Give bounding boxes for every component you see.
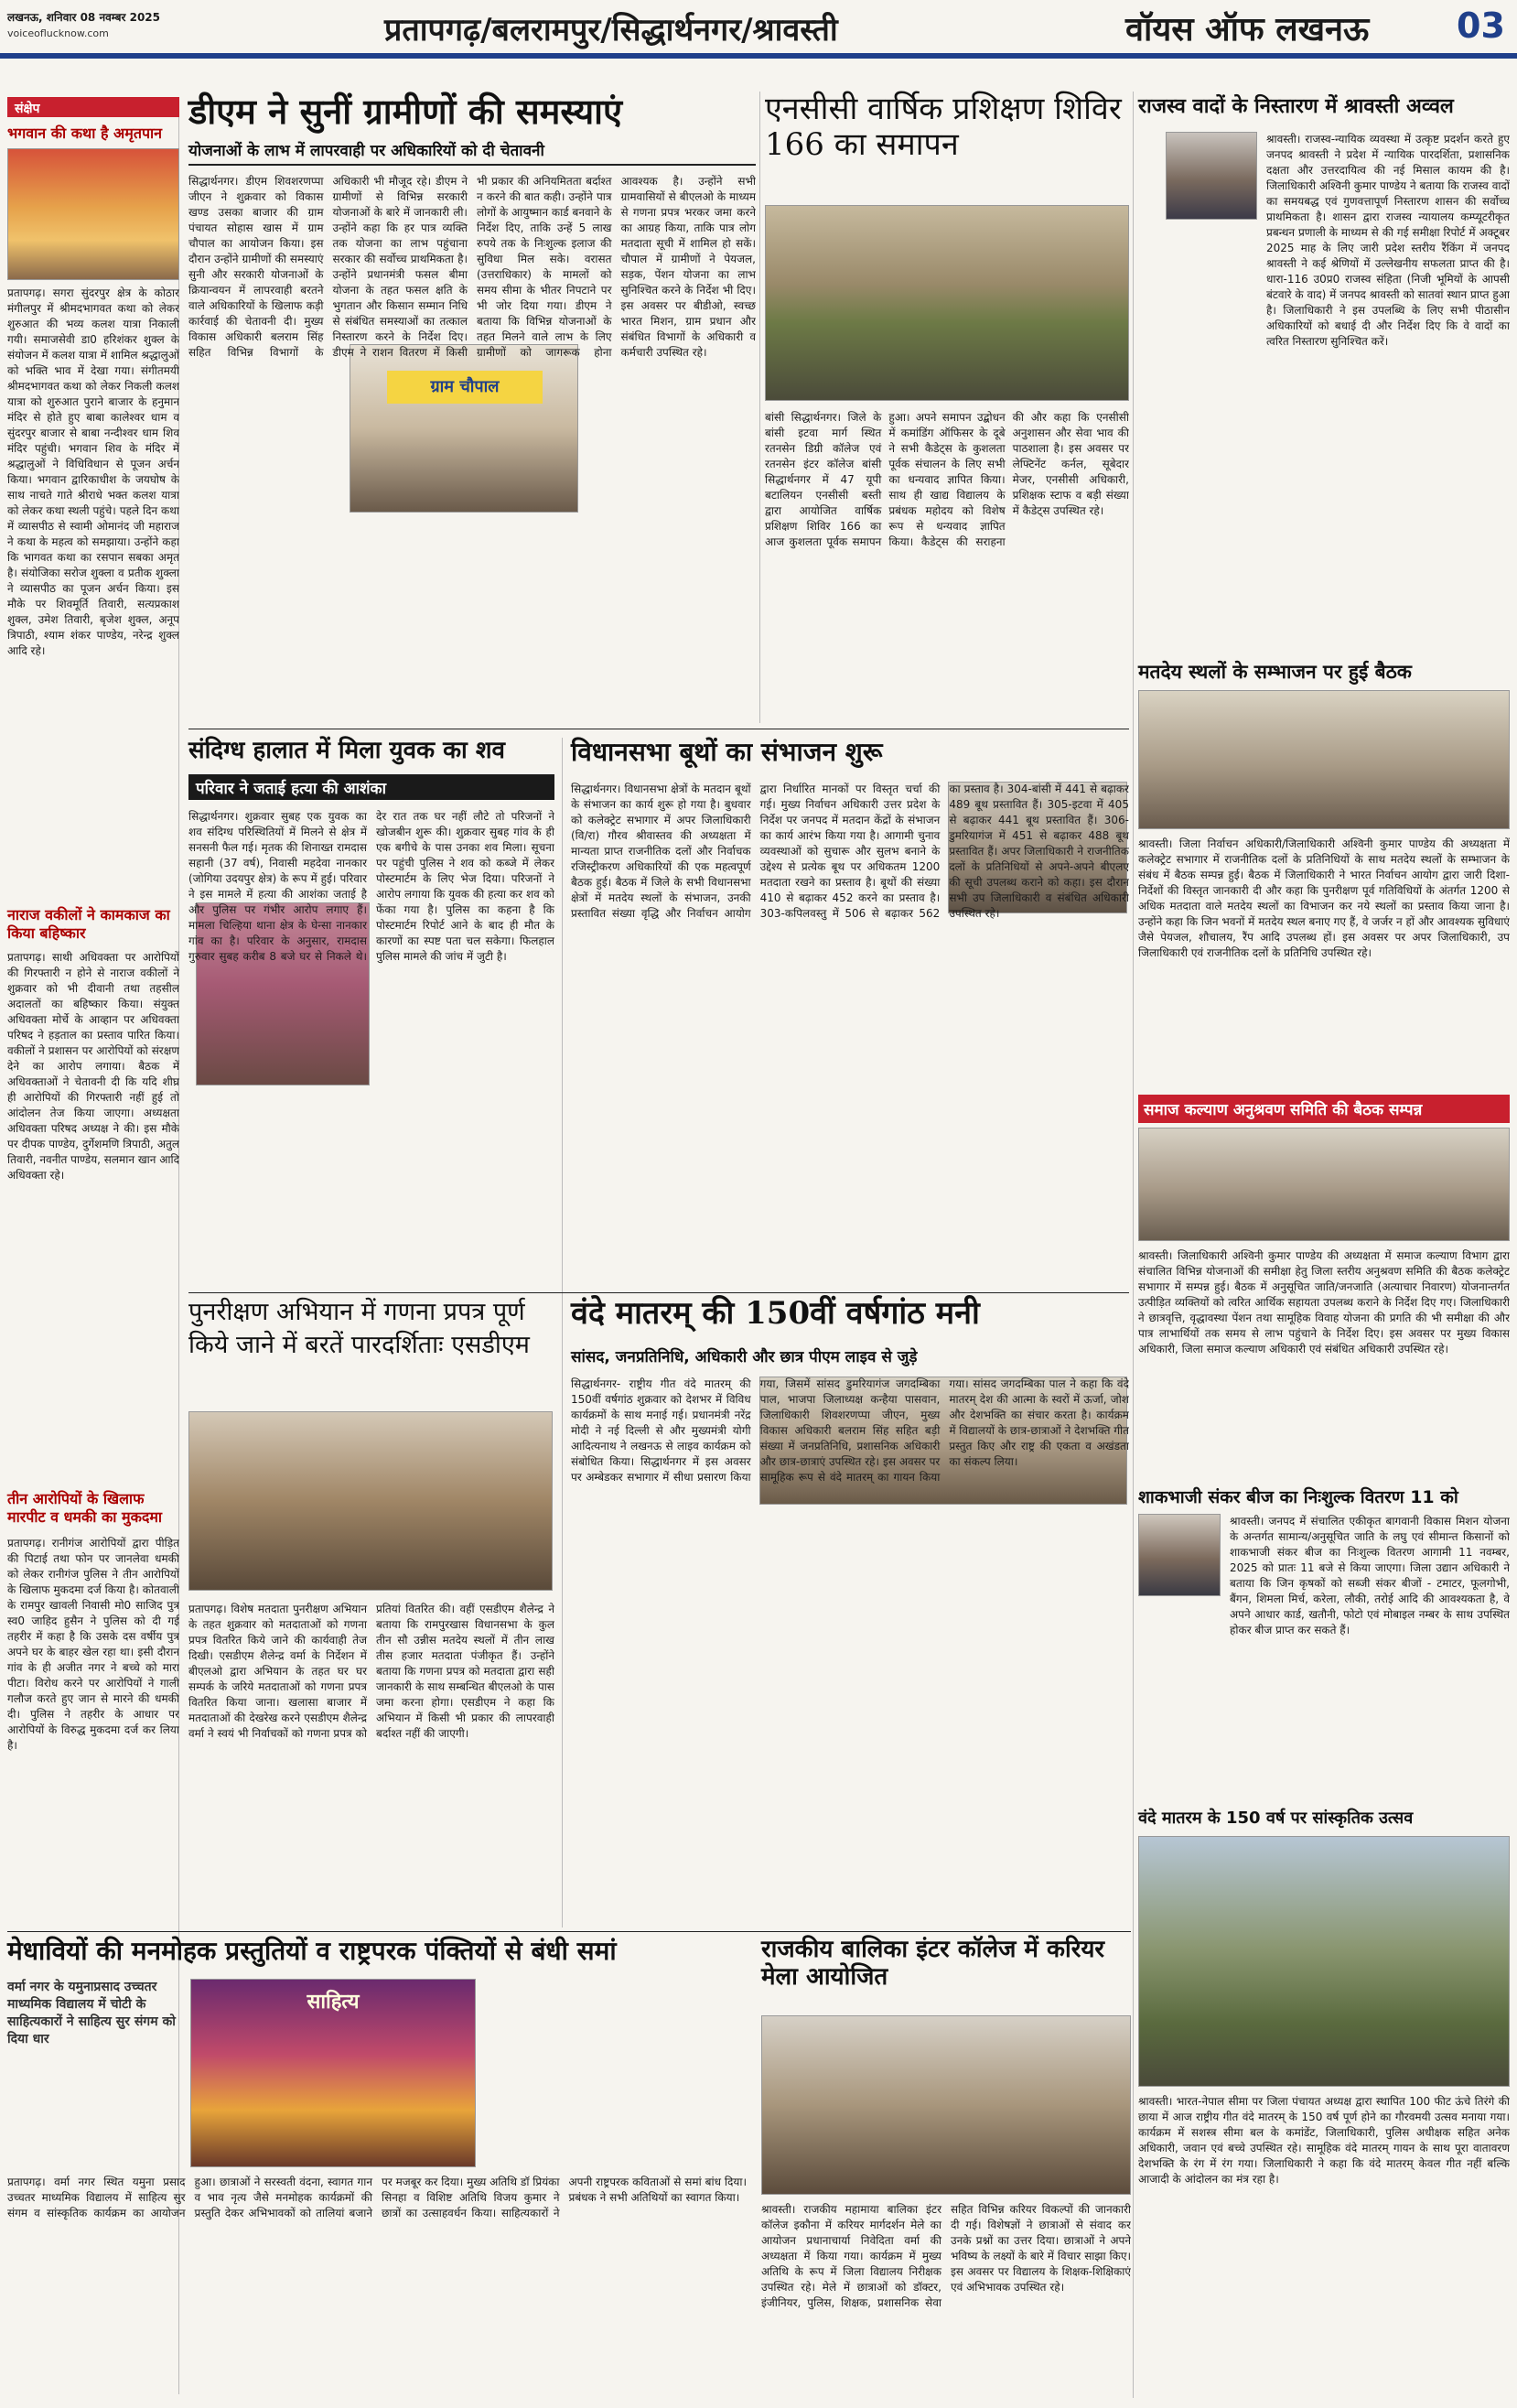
story-title: तीन आरोपियों के खिलाफ मारपीट व धमकी का मुकदमा <box>7 1490 163 1526</box>
photo-banner: ग्राम चौपाल <box>387 371 543 404</box>
paper-name: वॉयस ऑफ लखनऊ <box>1125 10 1370 49</box>
headline: राजस्व वादों के निस्तारण में श्रावस्ती अव्वल <box>1138 95 1454 118</box>
page-number: 03 <box>1457 5 1505 46</box>
headline: संदिग्ध हालात में मिला युवक का शव <box>188 737 505 764</box>
headline: एनसीसी वार्षिक प्रशिक्षण शिविर 166 का समापन <box>765 91 1122 164</box>
story-booth <box>571 738 1129 1292</box>
website: voiceoflucknow.com <box>7 27 109 39</box>
kalash-yatra-photo <box>7 148 179 280</box>
ncc-photo <box>765 205 1129 401</box>
story-gana <box>188 1296 554 1929</box>
story-text: श्रावस्ती। जिला निर्वाचन अधिकारी/जिलाधिकारी अश्विनी कुमार पाण्डेय की अध्यक्षता में कलेक्ट्रेट सभागार में राजनीतिक दलों के प्रतिनिधियों के साथ मतदेय स्थलों के सम्भाजन के संबंध में बैठक सम्पन्न हुई। बैठक में जिलाधिकारी ने भारत निर्वाचन आयोग द्वारा जारी दिशा-निर्देशों की विस्तृत जानकारी दी और कहा कि पुनरीक्षण पूर्व गतिविधियों के अंतर्गत 1200 से अधिक मतदाता वाले मतदेय स्थलों का विभाजन कर नये स्थलों का प्रस्ताव किया जाना है। उन्होंने कहा कि जिन भवनों में मतदेय स्थल बनाए गए हैं, वे जर्जर न हों और आवश्यक सुविधाएं जैसे पेयजल, शौचालय, रैंप आदि उपलब्ध हों। इस अवसर पर अपर जिलाधिकारी, उप जिलाधिकारी एवं राजनीतिक दलों के प्रतिनिधि उपस्थित रहे। <box>1138 837 1510 959</box>
headline: मेधावियों की मनमोहक प्रस्तुतियों व राष्ट्रपरक पंक्तियों से बंधी समां <box>7 1936 617 1966</box>
story-text: सिद्धार्थनगर। विधानसभा क्षेत्रों के मतदान बूथों के संभाजन का कार्य शुरू हो गया है। बुधवार को कलेक्ट्रेट सभागार में अपर जिलाधिकारी (वि/रा) गौरव श्रीवास्तव की अध्यक्षता में मान्यता प्राप्त राजनीतिक दलों और निर्वाचक रजिस्ट्रीकरण अधिकारियों की एक महत्वपूर्ण बैठक हुई। बैठक में जिले के सभी विधानसभा क्षेत्रों में मतदेय स्थलों के संभाजन, उनकी प्रस्तावित संख्या वृद्धि और निर्वाचन आयोग द्वारा निर्धारित मानकों पर विस्तृत चर्चा की गई। मुख्य निर्वाचन अधिकारी उत्तर प्रदेश के निर्देश पर जनपद में मतदान केंद्रों के संभाजन का कार्य आरंभ किया गया है। आगामी चुनाव व्यवस्थाओं को सुचारू और सुलभ बनाने के उद्देश्य से प्रत्येक बूथ पर अधिकतम 1200 मतदाता रखने का प्रस्ताव है। बूथों की संख्या 410 से बढ़ाकर 452 करने का प्रस्ताव है। 303-कपिलवस्तु में 506 से बढ़ाकर 562 का प्रस्ताव है। 304-बांसी में 441 से बढ़ाकर 489 बूथ प्रस्तावित हैं। 305-इटवा में 405 से बढ़ाकर 441 बूथ प्रस्तावित हैं। 306-डुमरियागंज में 451 से बढ़ाकर 488 बूथ प्रस्तावित हैं। अपर जिलाधिकारी ने राजनीतिक दलों के प्रतिनिधियों से अपने-अपने बीएलए की सूची उपलब्ध कराने को कहा। इस दौरान सभी उप जिलाधिकारी व संबंधित अधिकारी उपस्थित रहे। <box>571 783 1129 920</box>
story-text: प्रतापगढ़। सगरा सुंदरपुर क्षेत्र के कोठार मंगीलपुर में श्रीमदभागवत कथा को लेकर शुरुआत की भव्य कलश यात्रा निकाली गयी। समाजसेवी डा0 हरिशंकर शुक्ल के संयोजन में कलश यात्रा में शामिल श्रद्धालुओं को भक्ति भाव में देखा गया। संगीतमयी श्रीमदभागवत कथा को लेकर निकली कलश यात्रा को शुरुआत पुराने बाजार के हनुमान मंदिर से होते हुए बाबा कालेश्वर धाम व सुंदरपुर बाजार से बाबा नन्दीश्वर धाम शिव मंदिर पहुंची। भगवान शिव के मंदिर में श्रद्धालुओं ने विधिविधान से पूजन अर्चन किया। भगवान द्वारिकाधीश के जयघोष के साथ नाचते गाते श्रीराधे भक्त कलश यात्रा को लेकर कथा स्थली पहुंचे। पहले दिन कथा में व्यासपीठ से स्वामी ओमानंद जी महाराज ने कथा के महत्व को समझाया। उन्होंने कहा कि भागवत कथा का रसपान सबका अमृत है। संयोजिका सरोज शुक्ला व प्रतीक शुक्ला ने व्यासपीठ का पूजन अर्चन किया। इस मौके पर शिवमूर्ति तिवारी, सत्यप्रकाश शुक्ल, उमेश तिवारी, बृजेश शुक्ल, अनूप त्रिपाठी, श्याम शंकर पाण्डेय, नरेन्द्र शुक्ल आदि रहे। <box>7 286 179 657</box>
story-text: प्रतापगढ़। वर्मा नगर स्थित यमुना प्रसाद उच्चतर माध्यमिक विद्यालय में साहित्य सुर संगम व सांस्कृतिक कार्यक्रम का आयोजन हुआ। छात्राओं ने सरस्वती वंदना, स्वागत गान व भाव नृत्य जैसे मनमोहक कार्यक्रमों की प्रस्तुति देकर अभिभावकों को तालियां बजाने पर मजबूर कर दिया। मुख्य अतिथि डॉ प्रियंका सिनहा व विशिष्ट अतिथि विजय कुमार ने छात्रों का उत्साहवर्धन किया। साहित्यकारों ने अपनी राष्ट्रपरक कविताओं से समां बांध दिया। प्रबंधक ने सभी अतिथियों का स्वागत किया। <box>7 2176 747 2219</box>
headline: शाकभाजी संकर बीज का निःशुल्क वितरण 11 को <box>1138 1487 1458 1507</box>
story-text: श्रावस्ती। जनपद में संचालित एकीकृत बागवानी विकास मिशन योजना के अन्तर्गत सामान्य/अनुसूचित जाति के लघु एवं सीमान्त किसानों को शाकभाजी संकर बीज का निःशुल्क वितरण आगामी 11 नवम्बर, 2025 को प्रातः 11 बजे से किया जाएगा। जिला उद्यान अधिकारी ने बताया कि जिन कृषकों को सब्जी संकर बीजों - टमाटर, फूलगोभी, बैंगन, शिमला मिर्च, करेला, लौकी, तरोई आदि की आवश्यकता है, वे अपने आधार कार्ड, खतौनी, फोटो एवं मोबाइल नम्बर के साथ उपस्थित होकर बीज प्राप्त कर सकते हैं। <box>1230 1515 1510 1636</box>
story-shravasti-revenue <box>1138 92 1510 650</box>
story-samaj-kalyan <box>1138 1095 1510 1479</box>
story-youth <box>188 738 554 1292</box>
meeting-photo <box>1138 690 1510 829</box>
section-divider <box>7 1931 1131 1932</box>
story-medhavi <box>7 1937 747 2400</box>
story-text: प्रतापगढ़। विशेष मतदाता पुनरीक्षण अभियान के तहत शुक्रवार को मतदाताओं को गणना प्रपत्र वितरित किये जाने की कार्यवाही तेज दिखी। एसडीएम शैलेन्द्र वर्मा के निर्देशन में बीएलओ द्वारा अभियान के तहत घर घर सम्पर्क के जरिये मतदाताओं को गणना प्रपत्र वितरित किया जाना। खलासा बाजार में मतदाताओं की देखरेख करने एसडीएम शैलेन्द्र वर्मा ने स्वयं भी निर्वाचकों को गणना प्रपत्र को प्रतियां वितरित की। वहीं एसडीएम शैलेन्द्र ने बताया कि रामपुरखास विधानसभा के कुल तीन सौ उन्नीस मतदेय स्थलों में तीन लाख तीस हजार मतदाता पंजीकृत हैं। उन्होंने बताया कि गणना प्रपत्र को मतदाता द्वारा सही जानकारी के साथ सम्बन्धित बीएलओ के पास जमा करना होगा। एसडीएम ने कहा कि अभियान में किसी भी प्रकार की लापरवाही बर्दाश्त नहीं की जाएगी। <box>188 1603 554 1740</box>
story-text: बांसी सिद्धार्थनगर। जिले के बांसी इटवा मार्ग स्थित रतनसेन डिग्री कॉलेज एवं रतनसेन इंटर कॉलेज बांसी सिद्धार्थनगर में 47 यूपी बटालियन एनसीसी बस्ती द्वारा आयोजित वार्षिक प्रशिक्षण शिविर 166 का आज कुशलता पूर्वक समापन हुआ। अपने समापन उद्बोधन में कमांडिंग ऑफिसर के दूबे ने सभी कैडेट्स के कुशलता पूर्वक संचालन के लिए सभी का धन्यवाद ज्ञापित किया। साथ ही खाद्य विद्यालय के प्रबंधक महोदय को विशेष रूप से धन्यवाद ज्ञापित किया। कैडेट्स की सराहना की और कहा कि एनसीसी अनुशासन और सेवा भाव की पाठशाला है। इस अवसर पर लेफ्टिनेंट कर्नल, सूबेदार मेजर, एनसीसी अधिकारी, प्रशिक्षक स्टाफ व बड़ी संख्या में कैडेट्स उपस्थित रहे। <box>765 411 1129 548</box>
date-line: लखनऊ, शनिवार 08 नवम्बर 2025 <box>7 11 161 24</box>
sdm-photo <box>188 1411 553 1591</box>
section-divider <box>188 1292 1129 1293</box>
header-rule <box>0 53 1517 59</box>
headline: विधानसभा बूथों का संभाजन शुरू <box>571 737 883 767</box>
story-dm <box>188 92 756 723</box>
subheadline: परिवार ने जताई हत्या की आशंका <box>188 774 554 800</box>
headline: डीएम ने सुनीं ग्रामीणों की समस्याएं <box>188 91 623 132</box>
headline: पुनरीक्षण अभियान में गणना प्रपत्र पूर्ण किये जाने में बरतें पारदर्शिताः एसडीएम <box>188 1298 530 1360</box>
story-title: भगवान की कथा है अमृतपान <box>7 124 163 142</box>
headline: मतदेय स्थलों के सम्भाजन पर हुई बैठक <box>1138 661 1412 683</box>
story-title: नाराज वकीलों ने कामकाज का किया बहिष्कार <box>7 906 170 942</box>
story-text: सिद्धार्थनगर- राष्ट्रीय गीत वंदे मातरम् की 150वीं वर्षगांठ शुक्रवार को देशभर में विविध कार्यक्रमों के साथ मनाई गई। प्रधानमंत्री नरेंद्र मोदी ने नई दिल्ली से और मुख्यमंत्री योगी आदित्यनाथ ने लखनऊ से लाइव कार्यक्रम को संबोधित किया। सिद्धार्थनगर में इस अवसर पर अम्बेडकर सभागार में सीधा प्रसारण किया गया, जिसमें सांसद डुमरियागंज जगदम्बिका पाल, भाजपा जिलाध्यक्ष कन्हैया पासवान, जिलाधिकारी शिवशरणप्पा जीएन, मुख्य विकास अधिकारी बलराम सिंह सहित बड़ी संख्या में जनप्रतिनिधि, प्रशासनिक अधिकारी और छात्र-छात्राएं उपस्थित रहे। इस अवसर पर सामूहिक रूप से वंदे मातरम् का गायन किया गया। सांसद जगदम्बिका पाल ने कहा कि वंदे मातरम् देश की आत्मा के स्वरों में ऊर्जा, जोश और देशभक्ति का संचार करता है। कार्यक्रम में विद्यालयों के छात्र-छात्राओं ने देशभक्ति गीत प्रस्तुत किए और राष्ट्र की एकता व अखंडता का संकल्प लिया। <box>571 1377 1129 1484</box>
subheadline: योजनाओं के लाभ में लापरवाही पर अधिकारियों को दी चेतावनी <box>188 139 756 166</box>
section-title: प्रतापगढ़/बलरामपुर/सिद्धार्थनगर/श्रावस्ती <box>384 12 838 49</box>
sankshep-label: संक्षेप <box>7 97 179 117</box>
story-text: प्रतापगढ़। साथी अधिवक्ता पर आरोपियों की गिरफ्तारी न होने से नाराज वकीलों ने शुक्रवार को भी दीवानी तथा तहसील अदालतों का बहिष्कार किया। संयुक्त अधिवक्ता मोर्चे के आव्हान पर अधिवक्ता परिषद ने हड़ताल का प्रस्ताव पारित किया। वकीलों ने प्रशासन पर आरोपियों को संरक्षण देने का आरोप लगाया। बैठक में अधिवक्ताओं ने चेतावनी दी कि यदि शीघ्र ही आरोपियों की गिरफ्तारी नहीं हुई तो आंदोलन तेज किया जाएगा। अध्यक्षता अधिवक्ता परिषद अध्यक्ष ने की। इस मौके पर दीपक पाण्डेय, दुर्गेशमणि त्रिपाठी, अतुल तिवारी, नवनीत पाण्डेय, सलमान खान आदि अधिवक्ता रहे। <box>7 951 179 1182</box>
header <box>0 0 1517 53</box>
story-shravasti-vande <box>1138 1807 1510 2400</box>
column-divider <box>759 92 760 723</box>
story-text: श्रावस्ती। भारत-नेपाल सीमा पर जिला पंचायत अध्यक्ष द्वारा स्थापित 100 फीट ऊंचे तिरंगे की छाया में आज राष्ट्रीय गीत वंदे मातरम् के 150 वर्ष पूर्ण होने का गौरवमयी उत्सव मनाया गया। कार्यक्रम में सशस्त्र सीमा बल के कमांडेंट, जिलाधिकारी, पुलिस अधीक्षक सहित अनेक अधिकारी, जवान एवं बच्चे उपस्थित रहे। सामूहिक वंदे मातरम् गायन के साथ पूरा वातावरण देशभक्ति के रंग में रंग गया। जिलाधिकारी ने कहा कि वंदे मातरम् केवल गीत नहीं बल्कि आजादी के आंदोलन का मंत्र रहा है। <box>1138 2095 1510 2186</box>
story-text: श्रावस्ती। राजकीय महामाया बालिका इंटर कॉलेज इकौना में करियर मार्गदर्शन मेले का आयोजन प्रधानाचार्या निवेदिता वर्मा की अध्यक्षता में किया गया। कार्यक्रम में मुख्य अतिथि के रूप में जिला विद्यालय निरीक्षक उपस्थित रहे। मेले में छात्राओं को डॉक्टर, इंजीनियर, पुलिस, शिक्षक, प्रशासनिक सेवा सहित विभिन्न करियर विकल्पों की जानकारी दी गई। विशेषज्ञों ने छात्राओं से संवाद कर उनके प्रश्नों का उत्तर दिया। छात्राओं ने अपने भविष्य के लक्ष्यों के बारे में विचार साझा किए। इस अवसर पर विद्यालय के शिक्षक-शिक्षिकाएं एवं अभिभावक उपस्थित रहे। <box>761 2203 1131 2309</box>
border-photo <box>1138 1836 1510 2087</box>
story-text: सिद्धार्थनगर। शुक्रवार सुबह एक युवक का शव संदिग्ध परिस्थितियों में मिलने से क्षेत्र में सनसनी फैल गई। मृतक की शिनाख्त रामदास सहानी (37 वर्ष), निवासी महदेवा नानकार (जोगिया उदयपुर क्षेत्र) के रूप में हुई। परिवार ने इस मामले में हत्या की आशंका जताई है और पुलिस पर गंभीर आरोप लगाए हैं। मामला चिल्हिया थाना क्षेत्र के घेन्सा नानकार गांव का है। परिवार के अनुसार, रामदास गुरुवार सुबह करीब 8 बजे घर से निकले थे। देर रात तक घर नहीं लौटे तो परिजनों ने खोजबीन शुरू की। शुक्रवार सुबह गांव के ही एक बगीचे के पास उनका शव मिला। सूचना पर पहुंची पुलिस ने शव को कब्जे में लेकर पोस्टमार्टम के लिए भेज दिया। परिजनों ने आरोप लगाया कि युवक की हत्या कर शव को फेंका गया है। पुलिस का कहना है कि पोस्टमार्टम रिपोर्ट आने के बाद ही मौत के कारणों का स्पष्ट पता चल सकेगा। फिलहाल पुलिस मामले की जांच में जुटी है। <box>188 810 554 963</box>
subheadline: सांसद, जनप्रतिनिधि, अधिकारी और छात्र पीएम लाइव से जुड़े <box>571 1348 918 1366</box>
story-text: सिद्धार्थनगर। डीएम शिवशरणप्पा जीएन ने शुक्रवार को विकास खण्ड उसका बाजार की ग्राम पंचायत सोहास खास में ग्राम चौपाल का आयोजन किया। इस दौरान उन्होंने ग्रामीणों की समस्याएं सुनी और सरकारी योजनाओं के क्रियान्वयन में लापरवाही बरतने वाले अधिकारियों के खिलाफ कड़ी कार्रवाई की चेतावनी दी। मुख्य विकास अधिकारी बलराम सिंह सहित विभिन्न विभागों के अधिकारी भी मौजूद रहे। डीएम ने ग्रामीणों से विभिन्न सरकारी योजनाओं के बारे में जानकारी ली। उन्होंने कहा कि हर पात्र व्यक्ति तक योजना का लाभ पहुंचाना सरकार की सर्वोच्च प्राथमिकता है। उन्होंने प्रधानमंत्री फसल बीमा योजना के तहत फसल क्षति के भुगतान और किसान सम्मान निधि से संबंधित समस्याओं का तत्काल निस्तारण करने के निर्देश दिए। डीएम ने राशन वितरण में किसी भी प्रकार की अनियमितता बर्दाश्त न करने की बात कही। उन्होंने पात्र लोगों के आयुष्मान कार्ड बनवाने के निर्देश दिए, ताकि उन्हें 5 लाख रुपये तक के निःशुल्क इलाज की सुविधा मिल सके। वरासत (उत्तराधिकार) के मामलों को समय सीमा के भीतर निपटाने पर भी जोर दिया गया। डीएम ने बताया कि विभिन्न योजनाओं के तहत मिलने वाले लाभ के लिए ग्रामीणों को जागरूक होना आवश्यक है। उन्होंने सभी ग्रामवासियों से बीएलओ के माध्यम से गणना प्रपत्र भरकर जमा करने का आग्रह किया, ताकि पात्र लोग मतदाता सूची में शामिल हो सकें। चौपाल में ग्रामीणों ने पेयजल, सड़क, पेंशन योजना का लाभ सुनिश्चित करने के निर्देश भी दिए। इस अवसर पर बीडीओ, स्वच्छ भारत मिशन, ग्राम प्रधान और संबंधित विभागों के अधिकारी व कर्मचारी उपस्थित रहे। <box>188 175 756 359</box>
story-matdey <box>1138 659 1510 1089</box>
story-vande <box>571 1296 1129 1929</box>
dance-photo <box>190 1979 476 2167</box>
story-text: प्रतापगढ़। रानीगंज आरोपियों द्वारा पीड़ित की पिटाई तथा फोन पर जानलेवा धमकी को लेकर रानीगंज पुलिस ने तीन आरोपियों के खिलाफ मुकदमा दर्ज किया है। कोतवाली के रामपुर खावली निवासी मो0 साजिद पुत्र स्व0 जाहिद हुसैन ने पुलिस को दी गई तहरीर में कहा है कि उसके दस वर्षीय पुत्र अपने घर के बाहर खेल रहा था। इसी दौरान गांव के ही अजीत नगर ने बच्चे को मारा पीटा। विरोध करने पर आरोपियों ने गाली गलौज करते हुए जान से मारने की धमकी दी। पुलिस ने तहरीर के आधार पर आरोपियों के विरुद्ध मुकदमा दर्ज कर लिया है। <box>7 1537 179 1752</box>
committee-photo <box>1138 1128 1510 1241</box>
story-seed <box>1138 1485 1510 1801</box>
photo-banner: साहित्य <box>307 1991 360 2014</box>
column-divider <box>562 738 563 1927</box>
story-text: श्रावस्ती। जिलाधिकारी अश्विनी कुमार पाण्डेय की अध्यक्षता में समाज कल्याण विभाग द्वारा संचालित विभिन्न योजनाओं की समीक्षा हेतु जिला स्तरीय अनुश्रवण समिति की बैठक कलेक्ट्रेट सभागार में सम्पन्न हुई। बैठक में अनुसूचित जाति/जनजाति (अत्याचार निवारण) योजनान्तर्गत उत्पीड़ित व्यक्तियों को त्वरित आर्थिक सहायता उपलब्ध कराने के निर्देश दिए गए। जिलाधिकारी ने छात्रवृत्ति, वृद्धावस्था पेंशन तथा सामूहिक विवाह योजना की प्रगति की भी समीक्षा की और पात्र लाभार्थियों तक समय से लाभ पहुंचाने के निर्देश दिए। इस अवसर पर मुख्य विकास अधिकारी, जिला समाज कल्याण अधिकारी एवं संबंधित अधिकारी उपस्थित रहे। <box>1138 1249 1510 1355</box>
column-divider <box>1133 92 1134 2398</box>
sub-bullet: वर्मा नगर के यमुनाप्रसाद उच्चतर माध्यमिक विद्यालय में चोटी के साहित्यकारों ने साहित्य सुर संगम को दिया धार <box>7 1980 176 2046</box>
headline: वंदे मातरम के 150 वर्ष पर सांस्कृतिक उत्सव <box>1138 1809 1414 1828</box>
headline: राजकीय बालिका इंटर कॉलेज में करियर मेला आयोजित <box>761 1936 1105 1991</box>
story-text: श्रावस्ती। राजस्व-न्यायिक व्यवस्था में उत्कृष्ट प्रदर्शन करते हुए जनपद श्रावस्ती ने प्रदेश में न्यायिक पारदर्शिता, प्रशासनिक दक्षता और उत्तरदायित्व की नई मिसाल कायम की है। जिलाधिकारी अश्विनी कुमार पाण्डेय ने बताया कि राजस्व वादों का समयबद्ध एवं गुणवत्तापूर्ण निस्तारण शासन की सर्वोच्च प्राथमिकता है। शासन द्वारा राजस्व न्यायालय कम्प्यूटरीकृत प्रबन्धन प्रणाली के माध्यम से की गई समीक्षा रिपोर्ट में अक्टूबर 2025 माह के लिए जारी प्रदेश स्तरीय रैंकिंग में जनपद श्रावस्ती ने कई श्रेणियों में उल्लेखनीय सफलता प्राप्त की है। धारा-116 उ0प्र0 राजस्व संहिता (निजी भूमियों के आपसी बंटवारे के वाद) में जनपद श्रावस्ती को सातवां स्थान प्राप्त हुआ है। जिलाधिकारी ने इस उपलब्धि के लिए सभी पीठासीन अधिकारियों को बधाई दी और निर्देश दिए कि वे वादों का त्वरित निस्तारण सुनिश्चित करें। <box>1266 133 1510 348</box>
headline: समाज कल्याण अनुश्रवण समिति की बैठक सम्पन्न <box>1138 1095 1510 1123</box>
story-ncc <box>765 92 1129 723</box>
career-photo <box>761 2015 1131 2195</box>
headline: वंदे मातरम् की 150वीं वर्षगांठ मनी <box>571 1295 980 1332</box>
story-college <box>761 1937 1131 2400</box>
